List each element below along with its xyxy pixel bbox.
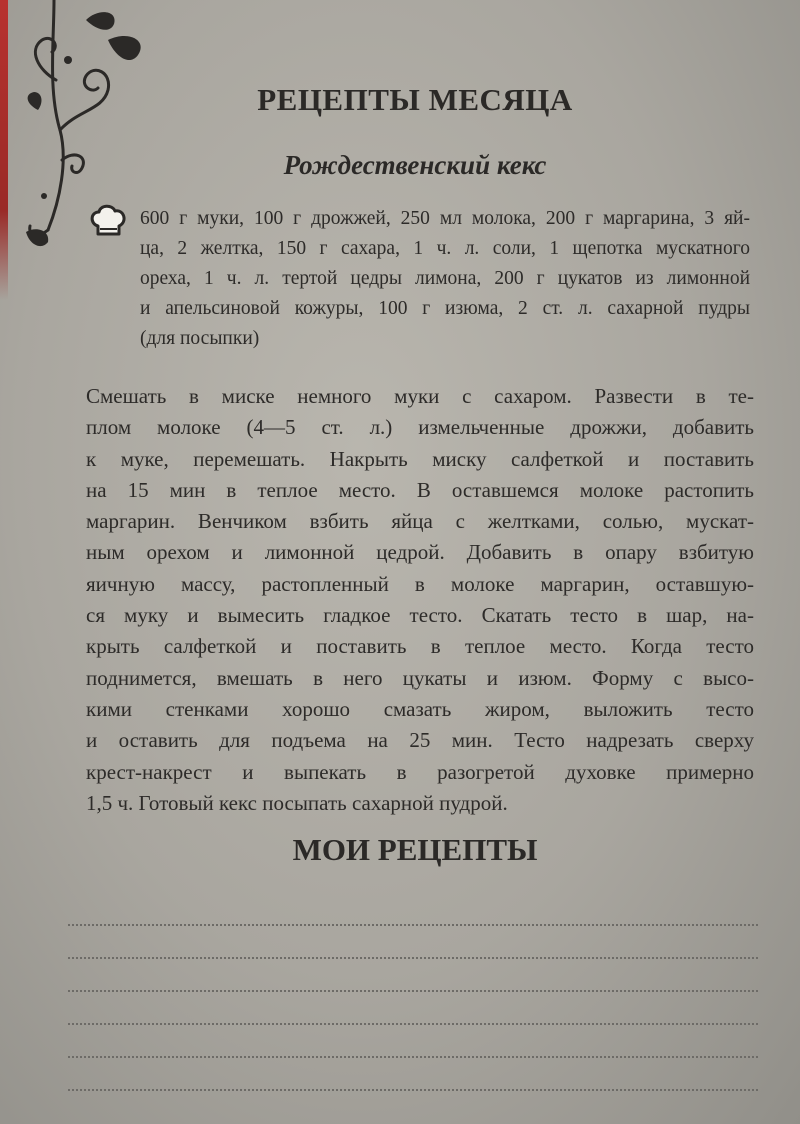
chef-hat-icon	[88, 202, 128, 242]
write-line	[68, 924, 758, 926]
method-line: Смешать в миске немного муки с сахаром. Развести в те-	[86, 384, 754, 408]
ingredients-line: ореха, 1 ч. л. тертой цедры лимона, 200 г цукатов из лимонной	[140, 268, 750, 289]
method-line: ным орехом и лимонной цедрой. Добавить в опару взбитую	[86, 540, 754, 565]
ingredients-line: 600 г муки, 100 г дрожжей, 250 мл молока, 200 г маргарина, 3 яй-	[140, 208, 750, 229]
method-line: яичную массу, растопленный в молоке маргарин, оставшую-	[86, 571, 754, 596]
my-recipes-title: МОИ РЕЦЕПТЫ	[292, 832, 538, 867]
ingredients-line: и апельсиновой кожуры, 100 г изюма, 2 ст. л. сахарной пудры	[140, 298, 750, 319]
write-line	[68, 990, 758, 992]
method-line: поднимется, вмешать в него цукаты и изюм. Форму с высо-	[86, 665, 754, 690]
method-line: и оставить для подъема на 25 мин. Тесто надрезать сверху	[86, 728, 754, 753]
method-line: ся муку и вымесить гладкое тесто. Скатать тесто в шар, на-	[86, 603, 754, 628]
ingredients-line: (для посыпки)	[140, 328, 260, 349]
method-line: к муке, перемешать. Накрыть миску салфеткой и поставить	[86, 446, 754, 471]
method-line: 1,5 ч. Готовый кекс посыпать сахарной пудрой.	[86, 790, 508, 815]
method-line: крыть салфеткой и поставить в теплое место. Когда тесто	[86, 634, 754, 659]
method-line: кими стенками хорошо смазать жиром, выложить тесто	[86, 696, 754, 721]
method-line: плом молоке (4—5 ст. л.) измельченные дрожжи, добавить	[86, 415, 754, 440]
write-line	[68, 1056, 758, 1058]
page-title: РЕЦЕПТЫ МЕСЯЦА	[257, 82, 573, 117]
ingredients-list	[140, 204, 750, 354]
method-line: маргарин. Венчиком взбить яйца с желтками, солью, мускат-	[86, 509, 754, 534]
ingredients-line: ца, 2 желтка, 150 г сахара, 1 ч. л. соли, 1 щепотка мускатного	[140, 238, 750, 259]
notes-lines	[68, 924, 758, 1122]
method-line: на 15 мин в теплое место. В оставшемся молоке растопить	[86, 477, 754, 502]
write-line	[68, 1023, 758, 1025]
write-line	[68, 957, 758, 959]
recipe-title: Рождественский кекс	[283, 150, 547, 180]
method-line: крест-накрест и выпекать в разогретой духовке примерно	[86, 759, 754, 784]
recipe-method	[86, 381, 754, 819]
write-line	[68, 1089, 758, 1091]
